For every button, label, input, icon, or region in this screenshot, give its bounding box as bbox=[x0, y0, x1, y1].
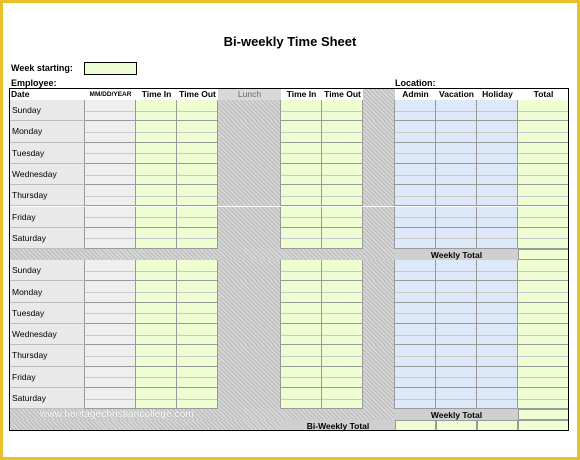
week1-date-cell[interactable] bbox=[85, 100, 136, 121]
week2-time-out-2-cell[interactable] bbox=[322, 345, 363, 366]
week1-total-cell[interactable] bbox=[518, 164, 569, 185]
weekly-total-2-label: Weekly Total bbox=[395, 409, 518, 420]
week1-time-in-2-cell[interactable] bbox=[281, 100, 322, 121]
week1-time-in-2-cell[interactable] bbox=[281, 185, 322, 206]
week2-spacer-cell bbox=[363, 281, 395, 302]
week2-time-in-cell[interactable] bbox=[136, 260, 177, 281]
week1-time-in-cell[interactable] bbox=[136, 100, 177, 121]
week2-lunch-cell bbox=[218, 281, 281, 302]
time-out-2-header: Time Out bbox=[322, 88, 363, 100]
biweekly-admin-value[interactable] bbox=[395, 420, 436, 431]
week1-vacation-cell[interactable] bbox=[436, 143, 477, 164]
week-starting-input[interactable] bbox=[84, 62, 137, 75]
week2-time-in-cell[interactable] bbox=[136, 345, 177, 366]
week2-day-label: Sunday bbox=[9, 260, 85, 281]
week1-time-out-2-cell[interactable] bbox=[322, 143, 363, 164]
week2-admin-cell[interactable] bbox=[395, 303, 436, 324]
week1-spacer-cell bbox=[363, 121, 395, 142]
week2-spacer-cell bbox=[363, 324, 395, 345]
week1-date-cell[interactable] bbox=[85, 121, 136, 142]
week2-date-cell[interactable] bbox=[85, 345, 136, 366]
week2-time-in-cell[interactable] bbox=[136, 303, 177, 324]
weekly-total-2-value[interactable] bbox=[518, 409, 569, 420]
week1-admin-cell[interactable] bbox=[395, 228, 436, 249]
admin-header: Admin bbox=[395, 88, 436, 100]
week2-vacation-cell[interactable] bbox=[436, 388, 477, 409]
weekly-total-label: Weekly Total bbox=[395, 249, 518, 260]
week2-vacation-cell[interactable] bbox=[436, 303, 477, 324]
week1-lunch-cell bbox=[218, 143, 281, 164]
week2-admin-cell[interactable] bbox=[395, 324, 436, 345]
biweekly-total-label: Bi-Weekly Total bbox=[281, 420, 395, 431]
week1-day-label: Friday bbox=[9, 207, 85, 228]
week1-time-out-cell[interactable] bbox=[177, 121, 218, 142]
week1-vacation-cell[interactable] bbox=[436, 164, 477, 185]
week1-admin-cell[interactable] bbox=[395, 164, 436, 185]
employee-label: Employee: bbox=[11, 78, 57, 88]
week1-holiday-cell[interactable] bbox=[477, 207, 518, 228]
week2-day-label: Friday bbox=[9, 367, 85, 388]
week2-time-in-2-cell[interactable] bbox=[281, 281, 322, 302]
week1-time-in-cell[interactable] bbox=[136, 185, 177, 206]
week1-date-cell[interactable] bbox=[85, 228, 136, 249]
week1-vacation-cell[interactable] bbox=[436, 207, 477, 228]
week2-time-out-cell[interactable] bbox=[177, 345, 218, 366]
week2-time-out-2-cell[interactable] bbox=[322, 367, 363, 388]
week1-spacer-cell bbox=[363, 143, 395, 164]
biweekly-total-value[interactable] bbox=[518, 420, 569, 431]
week2-total-cell[interactable] bbox=[518, 281, 569, 302]
week2-holiday-cell[interactable] bbox=[477, 303, 518, 324]
week2-time-out-2-cell[interactable] bbox=[322, 303, 363, 324]
week2-spacer-cell bbox=[363, 303, 395, 324]
week1-day-label: Sunday bbox=[9, 100, 85, 121]
week1-spacer-cell bbox=[363, 185, 395, 206]
week1-day-label: Wednesday bbox=[9, 164, 85, 185]
week1-admin-cell[interactable] bbox=[395, 121, 436, 142]
week2-lunch-cell bbox=[218, 324, 281, 345]
week2-date-cell[interactable] bbox=[85, 388, 136, 409]
week2-time-in-2-cell[interactable] bbox=[281, 303, 322, 324]
biweekly-holiday-value[interactable] bbox=[477, 420, 518, 431]
week2-spacer-cell bbox=[363, 345, 395, 366]
week2-lunch-cell bbox=[218, 367, 281, 388]
week1-holiday-cell[interactable] bbox=[477, 228, 518, 249]
week2-time-out-2-cell[interactable] bbox=[322, 388, 363, 409]
week2-time-out-cell[interactable] bbox=[177, 324, 218, 345]
week2-admin-cell[interactable] bbox=[395, 367, 436, 388]
week2-spacer-cell bbox=[363, 367, 395, 388]
week2-vacation-cell[interactable] bbox=[436, 367, 477, 388]
week1-day-label: Tuesday bbox=[9, 143, 85, 164]
week2-lunch-cell bbox=[218, 260, 281, 281]
week2-holiday-cell[interactable] bbox=[477, 281, 518, 302]
week2-date-cell[interactable] bbox=[85, 281, 136, 302]
week1-lunch-cell bbox=[218, 100, 281, 121]
week2-time-out-2-cell[interactable] bbox=[322, 260, 363, 281]
total-header: Total bbox=[518, 88, 569, 100]
location-label: Location: bbox=[395, 78, 436, 88]
header-spacer bbox=[363, 88, 395, 100]
week2-holiday-cell[interactable] bbox=[477, 260, 518, 281]
week2-day-label: Tuesday bbox=[9, 303, 85, 324]
week1-lunch-cell bbox=[218, 164, 281, 185]
week2-holiday-cell[interactable] bbox=[477, 388, 518, 409]
week1-admin-cell[interactable] bbox=[395, 207, 436, 228]
week1-time-in-2-cell[interactable] bbox=[281, 143, 322, 164]
week1-total-cell[interactable] bbox=[518, 100, 569, 121]
week1-spacer-cell bbox=[363, 164, 395, 185]
week2-total-cell[interactable] bbox=[518, 367, 569, 388]
week2-time-in-cell[interactable] bbox=[136, 388, 177, 409]
time-in-header: Time In bbox=[136, 88, 177, 100]
week2-vacation-cell[interactable] bbox=[436, 281, 477, 302]
week2-admin-cell[interactable] bbox=[395, 281, 436, 302]
week1-spacer-cell bbox=[363, 100, 395, 121]
week2-holiday-cell[interactable] bbox=[477, 324, 518, 345]
week1-lunch-cell bbox=[218, 207, 281, 228]
week1-day-label: Saturday bbox=[9, 228, 85, 249]
week2-total-cell[interactable] bbox=[518, 345, 569, 366]
week1-vacation-cell[interactable] bbox=[436, 228, 477, 249]
week1-total-cell[interactable] bbox=[518, 228, 569, 249]
week2-time-out-cell[interactable] bbox=[177, 281, 218, 302]
week1-total-cell[interactable] bbox=[518, 121, 569, 142]
week2-admin-cell[interactable] bbox=[395, 260, 436, 281]
week2-lunch-cell bbox=[218, 388, 281, 409]
week1-time-in-2-cell[interactable] bbox=[281, 228, 322, 249]
week2-lunch-cell bbox=[218, 345, 281, 366]
week2-vacation-cell[interactable] bbox=[436, 345, 477, 366]
week1-day-label: Monday bbox=[9, 121, 85, 142]
week2-total-cell[interactable] bbox=[518, 260, 569, 281]
week1-time-in-cell[interactable] bbox=[136, 207, 177, 228]
week1-time-in-cell[interactable] bbox=[136, 164, 177, 185]
week2-time-out-cell[interactable] bbox=[177, 303, 218, 324]
week1-admin-cell[interactable] bbox=[395, 100, 436, 121]
week1-time-out-2-cell[interactable] bbox=[322, 207, 363, 228]
time-out-header: Time Out bbox=[177, 88, 218, 100]
week2-time-out-2-cell[interactable] bbox=[322, 324, 363, 345]
week2-vacation-cell[interactable] bbox=[436, 260, 477, 281]
week2-time-out-2-cell[interactable] bbox=[322, 281, 363, 302]
week1-holiday-cell[interactable] bbox=[477, 185, 518, 206]
week1-band bbox=[9, 249, 395, 260]
week2-time-in-cell[interactable] bbox=[136, 367, 177, 388]
week1-time-in-2-cell[interactable] bbox=[281, 207, 322, 228]
weekly-total-value[interactable] bbox=[518, 249, 569, 260]
week1-time-out-cell[interactable] bbox=[177, 185, 218, 206]
week2-holiday-cell[interactable] bbox=[477, 367, 518, 388]
week1-time-out-cell[interactable] bbox=[177, 164, 218, 185]
week2-time-out-cell[interactable] bbox=[177, 367, 218, 388]
week1-holiday-cell[interactable] bbox=[477, 143, 518, 164]
week1-spacer-cell bbox=[363, 228, 395, 249]
week2-day-label: Thursday bbox=[9, 345, 85, 366]
week1-vacation-cell[interactable] bbox=[436, 121, 477, 142]
week2-time-out-cell[interactable] bbox=[177, 260, 218, 281]
week1-day-label: Thursday bbox=[9, 185, 85, 206]
week2-date-cell[interactable] bbox=[85, 367, 136, 388]
week1-time-out-cell[interactable] bbox=[177, 143, 218, 164]
week2-time-in-2-cell[interactable] bbox=[281, 388, 322, 409]
week1-time-out-2-cell[interactable] bbox=[322, 121, 363, 142]
week1-time-in-2-cell[interactable] bbox=[281, 164, 322, 185]
week1-date-cell[interactable] bbox=[85, 185, 136, 206]
week1-total-cell[interactable] bbox=[518, 143, 569, 164]
week2-spacer-cell bbox=[363, 388, 395, 409]
week2-time-in-2-cell[interactable] bbox=[281, 260, 322, 281]
week2-total-cell[interactable] bbox=[518, 324, 569, 345]
week2-day-label: Saturday bbox=[9, 388, 85, 409]
week2-time-in-cell[interactable] bbox=[136, 281, 177, 302]
timesheet-table bbox=[9, 88, 569, 431]
week1-time-out-2-cell[interactable] bbox=[322, 164, 363, 185]
week1-holiday-cell[interactable] bbox=[477, 100, 518, 121]
week-starting-label: Week starting: bbox=[11, 63, 73, 73]
lunch-header: Lunch bbox=[218, 88, 281, 100]
time-in-2-header: Time In bbox=[281, 88, 322, 100]
week2-date-cell[interactable] bbox=[85, 260, 136, 281]
week2-total-cell[interactable] bbox=[518, 303, 569, 324]
week2-day-label: Wednesday bbox=[9, 324, 85, 345]
week1-vacation-cell[interactable] bbox=[436, 185, 477, 206]
vacation-header: Vacation bbox=[436, 88, 477, 100]
week1-date-cell[interactable] bbox=[85, 143, 136, 164]
week1-lunch-cell bbox=[218, 121, 281, 142]
week2-admin-cell[interactable] bbox=[395, 345, 436, 366]
week2-time-out-cell[interactable] bbox=[177, 388, 218, 409]
week1-lunch-cell bbox=[218, 185, 281, 206]
week1-time-out-2-cell[interactable] bbox=[322, 185, 363, 206]
week2-day-label: Monday bbox=[9, 281, 85, 302]
week1-vacation-cell[interactable] bbox=[436, 100, 477, 121]
week1-admin-cell[interactable] bbox=[395, 185, 436, 206]
week1-time-in-cell[interactable] bbox=[136, 143, 177, 164]
date-header: Date bbox=[9, 88, 85, 100]
week1-date-cell[interactable] bbox=[85, 207, 136, 228]
week1-date-cell[interactable] bbox=[85, 164, 136, 185]
holiday-header: Holiday bbox=[477, 88, 518, 100]
week1-total-cell[interactable] bbox=[518, 185, 569, 206]
week2-time-in-2-cell[interactable] bbox=[281, 345, 322, 366]
week2-admin-cell[interactable] bbox=[395, 388, 436, 409]
date-format-header: MM/DD/YEAR bbox=[85, 88, 136, 100]
week1-time-out-2-cell[interactable] bbox=[322, 228, 363, 249]
week2-time-in-2-cell[interactable] bbox=[281, 367, 322, 388]
watermark: www.heritagechristiancollege.com bbox=[40, 409, 194, 420]
week1-total-cell[interactable] bbox=[518, 207, 569, 228]
week2-time-in-2-cell[interactable] bbox=[281, 324, 322, 345]
week2-date-cell[interactable] bbox=[85, 324, 136, 345]
week2-lunch-cell bbox=[218, 303, 281, 324]
week1-time-in-cell[interactable] bbox=[136, 121, 177, 142]
week1-admin-cell[interactable] bbox=[395, 143, 436, 164]
biweekly-vacation-value[interactable] bbox=[436, 420, 477, 431]
week1-time-in-cell[interactable] bbox=[136, 228, 177, 249]
week2-total-cell[interactable] bbox=[518, 388, 569, 409]
week2-spacer-cell bbox=[363, 260, 395, 281]
week1-lunch-cell bbox=[218, 228, 281, 249]
week1-time-out-cell[interactable] bbox=[177, 100, 218, 121]
week1-time-out-2-cell[interactable] bbox=[322, 100, 363, 121]
biweekly-band bbox=[9, 420, 281, 431]
week2-time-in-cell[interactable] bbox=[136, 324, 177, 345]
week2-vacation-cell[interactable] bbox=[436, 324, 477, 345]
week1-time-out-cell[interactable] bbox=[177, 207, 218, 228]
week1-time-out-cell[interactable] bbox=[177, 228, 218, 249]
week1-spacer-cell bbox=[363, 207, 395, 228]
week2-holiday-cell[interactable] bbox=[477, 345, 518, 366]
week2-date-cell[interactable] bbox=[85, 303, 136, 324]
page-title: Bi-weekly Time Sheet bbox=[223, 34, 357, 49]
week1-time-in-2-cell[interactable] bbox=[281, 121, 322, 142]
week1-holiday-cell[interactable] bbox=[477, 121, 518, 142]
week1-holiday-cell[interactable] bbox=[477, 164, 518, 185]
